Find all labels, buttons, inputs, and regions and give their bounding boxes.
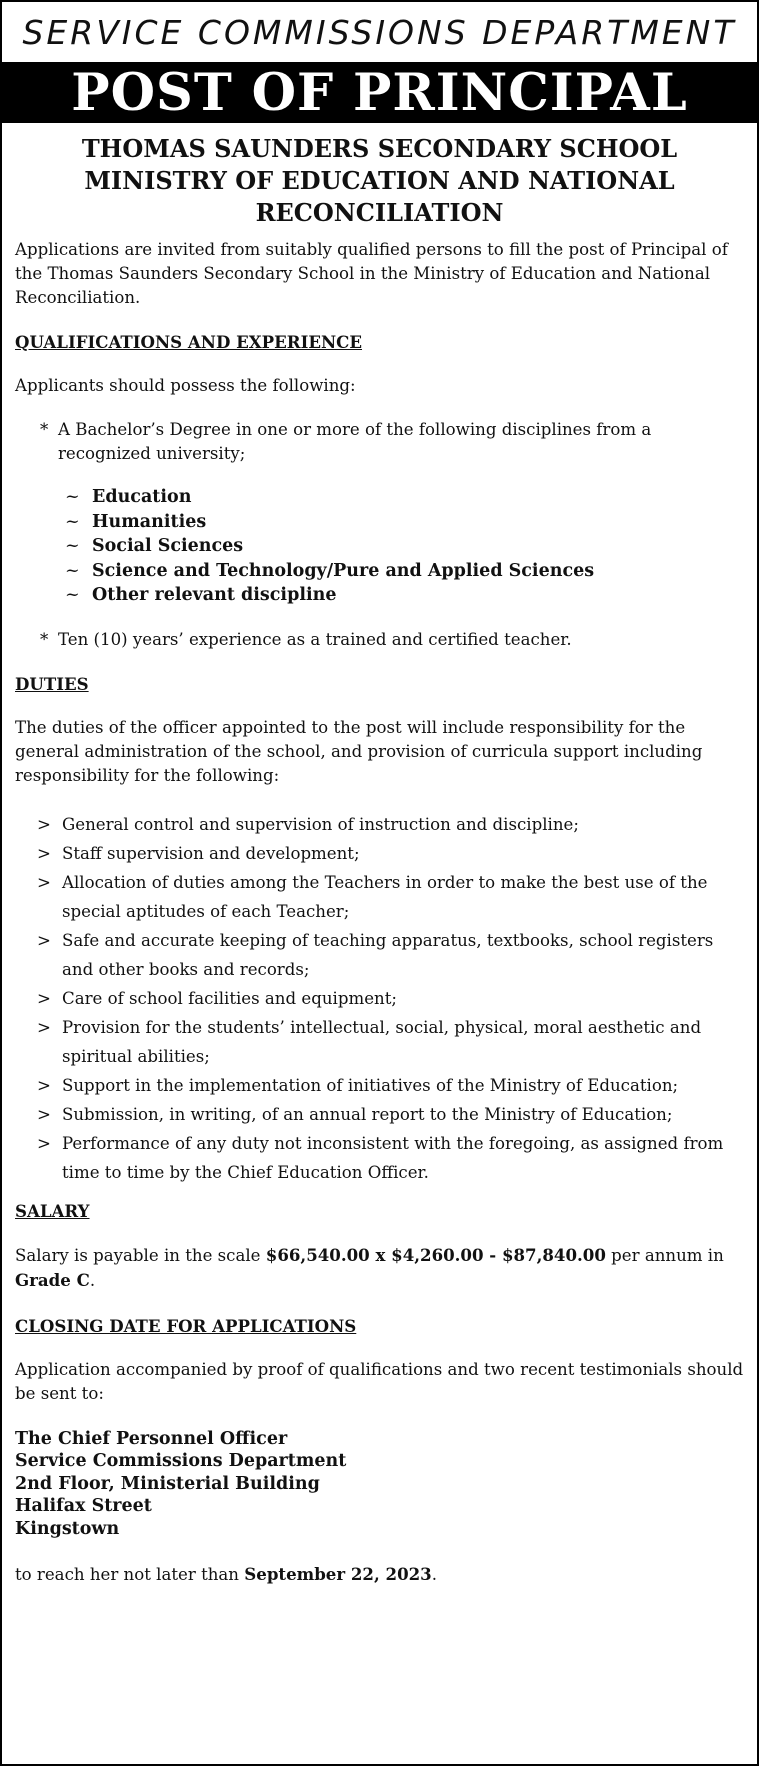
deadline-text: . [431, 1565, 437, 1584]
list-item [37, 1071, 744, 1100]
post-title-banner: POST OF PRINCIPAL [2, 62, 757, 123]
salary-heading: SALARY [15, 1200, 90, 1221]
discipline-list [15, 485, 744, 608]
address-line: The Chief Personnel Officer [15, 1428, 288, 1449]
salary-text: . [89, 1270, 96, 1290]
department-title: SERVICE COMMISSIONS DEPARTMENT [22, 12, 737, 52]
chevron-bullet: > [37, 872, 51, 892]
discipline-name: Other relevant discipline [92, 585, 337, 605]
duty-text: General control and supervision of instruction and discipline; [62, 814, 579, 834]
discipline-name: Social Sciences [92, 536, 244, 556]
discipline-name: Education [92, 487, 192, 507]
list-item [37, 984, 744, 1013]
chevron-bullet: > [37, 930, 51, 950]
address-line: Halifax Street [15, 1496, 152, 1516]
duty-text: Staff supervision and development; [62, 843, 360, 863]
closing-date-heading: CLOSING DATE FOR APPLICATIONS [15, 1315, 357, 1336]
chevron-bullet: > [37, 1017, 51, 1037]
duties-heading: DUTIES [15, 673, 89, 694]
tilde-bullet: ~ [65, 511, 80, 532]
duty-text: Safe and accurate keeping of teaching apparatus, textbooks, school registers and other books and records; [62, 930, 714, 979]
duty-text: Support in the implementation of initiatives of the Ministry of Education; [62, 1075, 679, 1095]
duty-text: Provision for the students’ intellectual, social, physical, moral aesthetic and spiritual abilities; [62, 1017, 702, 1066]
discipline-name: Science and Technology/Pure and Applied Sciences [92, 560, 595, 581]
experience-requirement [15, 628, 744, 652]
address-line: 2nd Floor, Ministerial Building [15, 1473, 320, 1494]
list-item [37, 810, 744, 839]
duties-intro: The duties of the officer appointed to the post will include responsibility for the general administration of the school, and provision of curricula support including responsibility for the following: [15, 717, 703, 785]
qualifications-heading: QUALIFICATIONS AND EXPERIENCE [15, 332, 363, 352]
address-line: Service Commissions Department [15, 1451, 347, 1471]
list-item [37, 926, 744, 984]
deadline-paragraph [15, 1562, 744, 1587]
closing-paragraph: Application accompanied by proof of qualifications and two recent testimonials should be sent to: [15, 1359, 744, 1403]
school-title [2, 133, 757, 229]
duty-text: Care of school facilities and equipment; [62, 988, 397, 1008]
list-item [37, 1100, 744, 1129]
tilde-bullet: ~ [65, 560, 80, 581]
school-title-line: THOMAS SAUNDERS SECONDARY SCHOOL [81, 134, 678, 163]
list-item [65, 485, 744, 510]
salary-paragraph [15, 1243, 744, 1293]
list-item [37, 1013, 744, 1071]
school-title-line: MINISTRY OF EDUCATION AND NATIONAL [84, 166, 675, 195]
chevron-bullet: > [37, 1104, 51, 1124]
chevron-bullet: > [37, 814, 51, 834]
intro-paragraph: Applications are invited from suitably qualified persons to fill the post of Principal of the Thomas Saunders Secondary School in the Ministry of Education and National Reconciliation. [15, 240, 728, 307]
salary-text: per annum in [605, 1245, 724, 1265]
list-item [65, 559, 744, 584]
duty-text: Submission, in writing, of an annual report to the Ministry of Education; [62, 1104, 673, 1124]
address-line: Kingstown [15, 1518, 120, 1539]
chevron-bullet: > [37, 1075, 51, 1095]
salary-scale: $66,540.00 x $4,260.00 - $87,840.00 [265, 1244, 606, 1265]
experience-requirement-text: Ten (10) years’ experience as a trained and certified teacher. [58, 629, 572, 649]
tilde-bullet: ~ [65, 487, 80, 507]
tilde-bullet: ~ [65, 536, 80, 556]
chevron-bullet: > [37, 988, 51, 1008]
degree-requirement [15, 418, 744, 466]
list-item [65, 534, 744, 559]
duty-text: Performance of any duty not inconsistent with the foregoing, as assigned from time to time by the Chief Education Officer. [62, 1133, 724, 1182]
asterisk-bullet: * [40, 629, 49, 649]
list-item [65, 583, 744, 608]
duty-text: Allocation of duties among the Teachers in order to make the best use of the special aptitudes of each Teacher; [62, 872, 708, 921]
chevron-bullet: > [37, 843, 51, 863]
mailing-address [15, 1428, 744, 1541]
list-item [37, 1129, 744, 1187]
degree-requirement-text: A Bachelor’s Degree in one or more of the following disciplines from a recognized university; [58, 420, 652, 463]
discipline-name: Humanities [92, 511, 207, 532]
duties-list [15, 810, 744, 1187]
chevron-bullet: > [37, 1133, 51, 1153]
list-item [37, 868, 744, 926]
salary-text: Salary is payable in the scale [15, 1245, 266, 1265]
list-item [37, 839, 744, 868]
asterisk-bullet: * [40, 420, 49, 439]
qualifications-lead: Applicants should possess the following: [15, 376, 356, 395]
list-item [65, 510, 744, 535]
advertisement-body [2, 238, 757, 1587]
deadline-date: September 22, 2023 [244, 1564, 432, 1584]
school-title-line: RECONCILIATION [255, 198, 504, 227]
tilde-bullet: ~ [65, 585, 80, 605]
salary-grade: Grade C [15, 1269, 90, 1290]
deadline-text: to reach her not later than [15, 1565, 245, 1584]
